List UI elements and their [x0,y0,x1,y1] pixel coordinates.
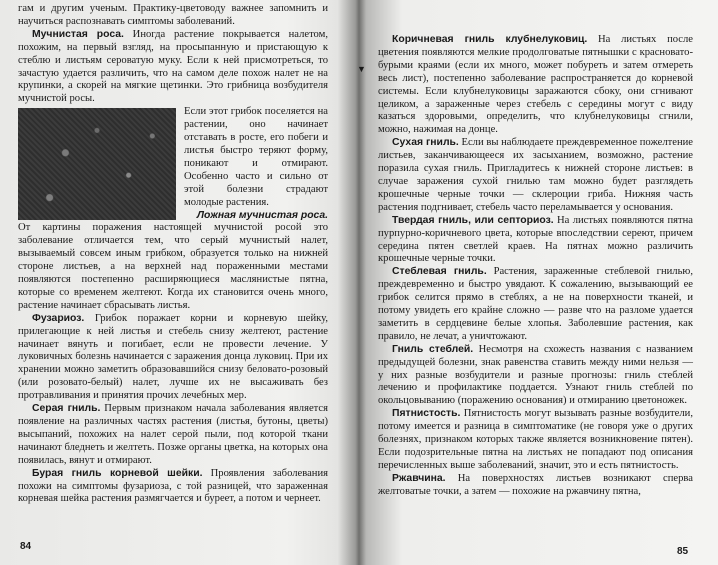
section-text: На листьях после цветения появляются мелкие продолговатые пятнышки с красновато-бурыми краями (если их много, может побуреть и затем отмереть весь лист), постепенно заболевание распространяется до корневой системы. Если клубнелуковицы заражаются сбоку, они сгнивают целиком, а зараженные через стебель с середины могут с виду казаться здоровыми, определить, что клубнелуковицы сгнили, можно, нажимая на донце. [378,34,693,136]
section-heading: Фузариоз. [32,312,85,324]
mildew-photo [18,108,176,220]
section-heading: Твердая гниль, или септориоз. [392,214,554,226]
section-heading: Серая гниль. [32,403,101,415]
section-text: На поверхностях листьев возникают сперва желтоватые точки, а затем — похожие на ржавчину пятна, [378,472,693,497]
section-text: На листьях появляются пятна пурпурно-коричневого цвета, которые впоследствии сереют, причем середина пятен светлей краев. На пятнах можно различить крошечные черные точки. [378,214,693,265]
paragraph [378,266,693,343]
section-heading: Мучнистая роса. [32,28,124,40]
paragraph [18,313,328,403]
paragraph [378,473,693,499]
photo-caption: Ложная мучнистая роса. [196,209,328,221]
paragraph [18,403,328,468]
paragraph [378,137,693,214]
section-text: Проявления заболевания похожи на симптомы фузариоза, с той разницей, что зараженная корневая шейка растения размягчается и буреет, а потом и чернеет. [18,467,328,505]
paragraph: гам и другим ученым. Практику-цветоводу важнее запомнить и научиться распознавать симптомы заболеваний. [18,3,328,27]
paragraph [378,215,693,267]
section-text: Грибок поражает корни и корневую шейку, прилегающие к ней листья и стебель снизу желтеют, растение начинает вянуть и погибает, если не провести лечение. У луковичных болезнь начинается с заражения донца луковиц. При их хранении можно заметить образовавшийся снизу беловато-розовый (или розовато-белый) налет, лучше их не высаживать без протравливания и принятия прочих лечебных мер. [18,312,328,402]
section-text: Растения, зараженные стеблевой гнилью, преждевременно и быстро увядают. К сожалению, вызывающий ее грибок селится прямо в стеблях, а не на поверхности тканей, и потому увидеть его крайне сложно — разве что на разломе удается заметить в сердцевине белые хлопья. Заболевшие растения, как правило, не лечат, а уничтожают. [378,266,693,342]
section-heading: Коричневая гниль клубнелуковиц. [392,34,588,45]
paragraph [378,34,693,137]
paragraph [18,468,328,507]
section-text: Несмотря на схожесть названия с названием предыдущей болезни, знак равенства ставить между ними нельзя — у них разные возбудители и разные прогнозы: гниль стеблей лечению и профилактике поддается. Узнают гниль стеблей по окольцовыванию (поражению основания) и отмиранию цветоножек. [378,343,693,407]
section-text: Пятнистость могут вызывать разные возбудители, потому имеется и разница в симптоматике (не говоря уже о других болезнях, признаком которых также является возникновение пятен). Если подозрительные пятна на листьях не попадают под описания перечисленных выше заболеваний, значит, это и есть пятнистость. [378,408,693,471]
section-heading: Гниль стеблей. [392,343,474,355]
section-heading: Сухая гниль. [392,137,459,149]
section-text: Первым признаком начала заболевания является появление на различных частях растения (листья, бутоны, цветы) высыпаний, похожих на налет серой пыли, под которой ткани начинают бледнеть и желтеть. Позже органы цветка, на которых она появилась, вянут и отмирают. [18,403,328,466]
paragraph [378,344,693,409]
page-number-left: 84 [20,541,32,552]
section-heading: Стеблевая гниль. [392,266,487,278]
section-text: Иногда растение покрывается налетом, похожим, на первый взгляд, на просыпанную и пристающую к стеблю и листьям сероватую муку. Если к ней присмотреться, то зачастую удается различить, что на самом деле похож налет не на крупинки, а скорей на мягкие щетинки. Это грибница возбудителя мучнистой росы. [18,28,329,105]
paragraph: Если этот грибок поселяется на растении, оно начинает отставать в росте, его побеги и листья быстро теряют форму, поникают и отмирают. Особенно часто и сильно от этой болезни страдают молодые растения. [184,106,328,208]
section-heading: Пятнистость. [392,408,461,420]
page-number-right: 85 [677,546,689,557]
section-heading: Ржавчина. [392,472,446,484]
paragraph [378,408,693,473]
paragraph: От картины поражения настоящей мучнистой росой это заболевание отличается тем, что серый мучнистый налет, вызываемый совсем иным грибком, образуется только на нижней стороне листьев, а на верхней над пораженными местами появляются постепенно расширяющиеся маслянистые пятна, которые со временем желтеют. Когда их становится очень много, растение начинает сбрасывать листья. [18,222,328,311]
left-page [18,3,328,506]
paragraph [18,29,328,106]
photo-block [18,106,328,222]
section-text: Если вы наблюдаете преждевременное пожелтение листьев, заканчивающееся их засыханием, возможно, растение поразила сухая гниль. Пригладитесь к нижней стороне листьев: в случае заражения сухой гнилью там можно будет разглядеть крошечные черные точки — склероции гриба. Нижняя часть растения подгнивает, стебель часто переламывается у основания. [378,137,693,213]
right-page [378,34,693,499]
gutter-mark: ▼ [357,64,366,74]
section-heading: Бурая гниль корневой шейки. [32,467,203,479]
